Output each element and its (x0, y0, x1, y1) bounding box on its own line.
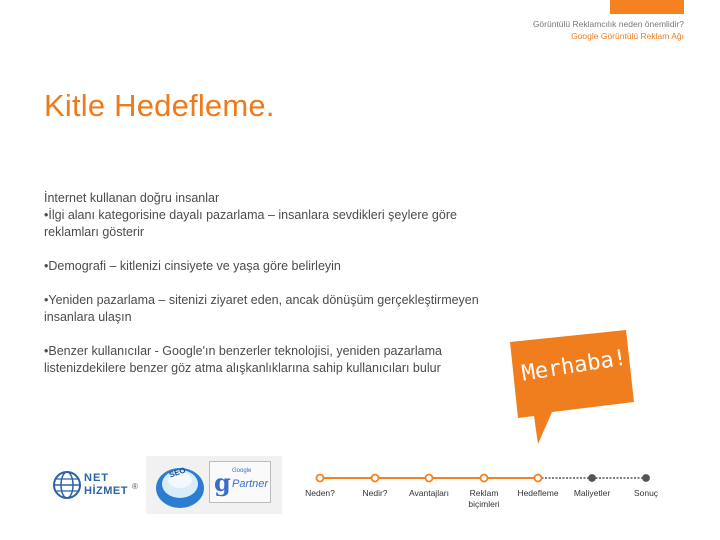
google-g-icon: g (214, 468, 231, 497)
body-intro: İnternet kullanan doğru insanlar (44, 191, 220, 205)
globe-icon (52, 470, 82, 500)
net-hizmet-logo (52, 468, 144, 502)
timeline-step-label[interactable]: Nedir? (362, 488, 388, 498)
timeline-step-label[interactable]: Maliyetler (573, 488, 611, 498)
timeline-dot[interactable] (589, 475, 595, 481)
net-hizmet-text-net: NET (84, 472, 109, 484)
net-hizmet-text-hizmet: HİZMET (84, 485, 128, 497)
partner-text: Partner (232, 478, 269, 490)
timeline-dot[interactable] (317, 475, 324, 482)
timeline-step-label[interactable]: Neden? (305, 488, 335, 498)
body-bullet-demographics: •Demografi – kitlenizi cinsiyete ve yaşa göre belirleyin (44, 259, 341, 273)
body-bullet-similar-users: •Benzer kullanıcılar - Google'ın benzerler teknolojisi, yeniden pazarlama listenizdekilere benzer göz atma alışkanlıklarına sahip kullanıcıları bulur (44, 344, 442, 375)
body-bullet-remarketing: •Yeniden pazarlama – sitenizi ziyaret eden, ancak dönüşüm gerçekleştirmeyen insanlara ulaşın (44, 293, 479, 324)
progress-timeline (300, 470, 680, 520)
timeline-step-label[interactable]: Avantajları (408, 488, 450, 498)
timeline-step-label[interactable]: Hedefleme (517, 488, 559, 498)
timeline-dot[interactable] (643, 475, 649, 481)
timeline-dot[interactable] (481, 475, 488, 482)
timeline-step-label[interactable]: Sonuç (633, 488, 659, 498)
timeline-track (300, 470, 680, 490)
timeline-dot[interactable] (535, 475, 542, 482)
speech-bubble-text: Merhaba! (520, 345, 629, 387)
header (533, 18, 684, 42)
header-question: Görüntülü Reklamcılık neden önemlidir? (532, 19, 684, 29)
top-accent-tab (610, 0, 684, 14)
timeline-dot[interactable] (426, 475, 433, 482)
google-partner-badge (209, 461, 271, 503)
body-bullet-interest: •İlgi alanı kategorisine dayalı pazarlama – insanlara sevdikleri şeylere göre reklamları gösterir (44, 208, 457, 239)
timeline-dot[interactable] (372, 475, 379, 482)
partner-google-text: Google (232, 468, 252, 474)
body-text (44, 190, 504, 377)
timeline-step-label[interactable]: Reklam biçimleri (468, 488, 500, 509)
header-subtitle: Google Görüntülü Reklam Ağı (571, 31, 684, 41)
registered-mark: ® (132, 482, 138, 491)
slide-title: Kitle Hedefleme. (44, 88, 275, 123)
seo-badge-label: SEO (167, 465, 187, 480)
